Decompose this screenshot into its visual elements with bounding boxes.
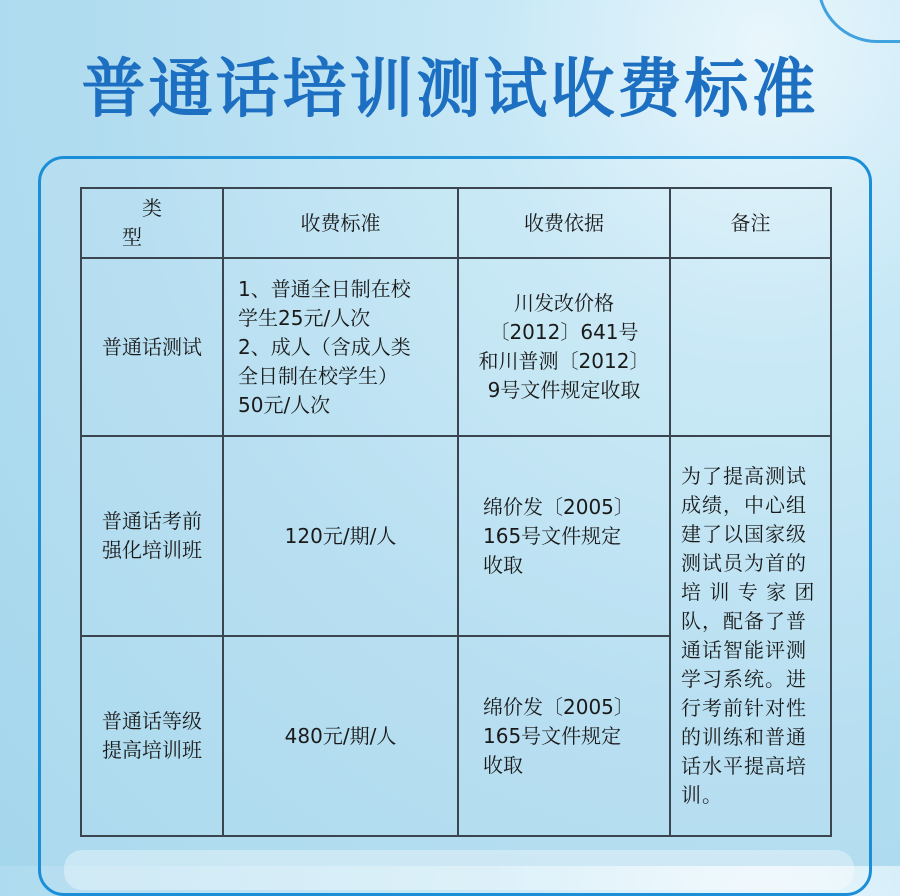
decorative-corner [817, 0, 900, 43]
row1-remark-empty [670, 258, 831, 436]
remark-cell: 为了提高测试 成绩，中心组 建了以国家级 测试员为首的 培 训 专 家 团 队，配备了普 通话智能评测 学习系统。进 行考前针对性 的训练和普通 话水平提高培 训。 [670, 436, 831, 836]
row2-type: 普通话考前 强化培训班 [81, 436, 223, 636]
header-type: 类型 [81, 188, 223, 258]
row1-basis: 川发改价格 〔2012〕641号 和川普测〔2012〕 9号文件规定收取 [458, 258, 670, 436]
header-fee-standard: 收费标准 [223, 188, 458, 258]
header-remark: 备注 [670, 188, 831, 258]
page-title: 普通话培训测试收费标准 [81, 53, 819, 127]
row3-fee: 480元/期/人 [223, 636, 458, 836]
row3-basis: 绵价发〔2005〕 165号文件规定 收取 [458, 636, 670, 836]
row3-type: 普通话等级 提高培训班 [81, 636, 223, 836]
row2-fee: 120元/期/人 [223, 436, 458, 636]
header-fee-basis: 收费依据 [458, 188, 670, 258]
row1-fee: 1、普通全日制在校 学生25元/人次 2、成人（含成人类 全日制在校学生） 50元/人次 [223, 258, 458, 436]
bottom-panel-edge [64, 850, 854, 890]
row1-type: 普通话测试 [81, 258, 223, 436]
fee-table [80, 187, 832, 837]
table-header-row [81, 188, 831, 258]
row2-basis: 绵价发〔2005〕 165号文件规定 收取 [458, 436, 670, 636]
table-row [81, 258, 831, 436]
table-row [81, 436, 831, 636]
